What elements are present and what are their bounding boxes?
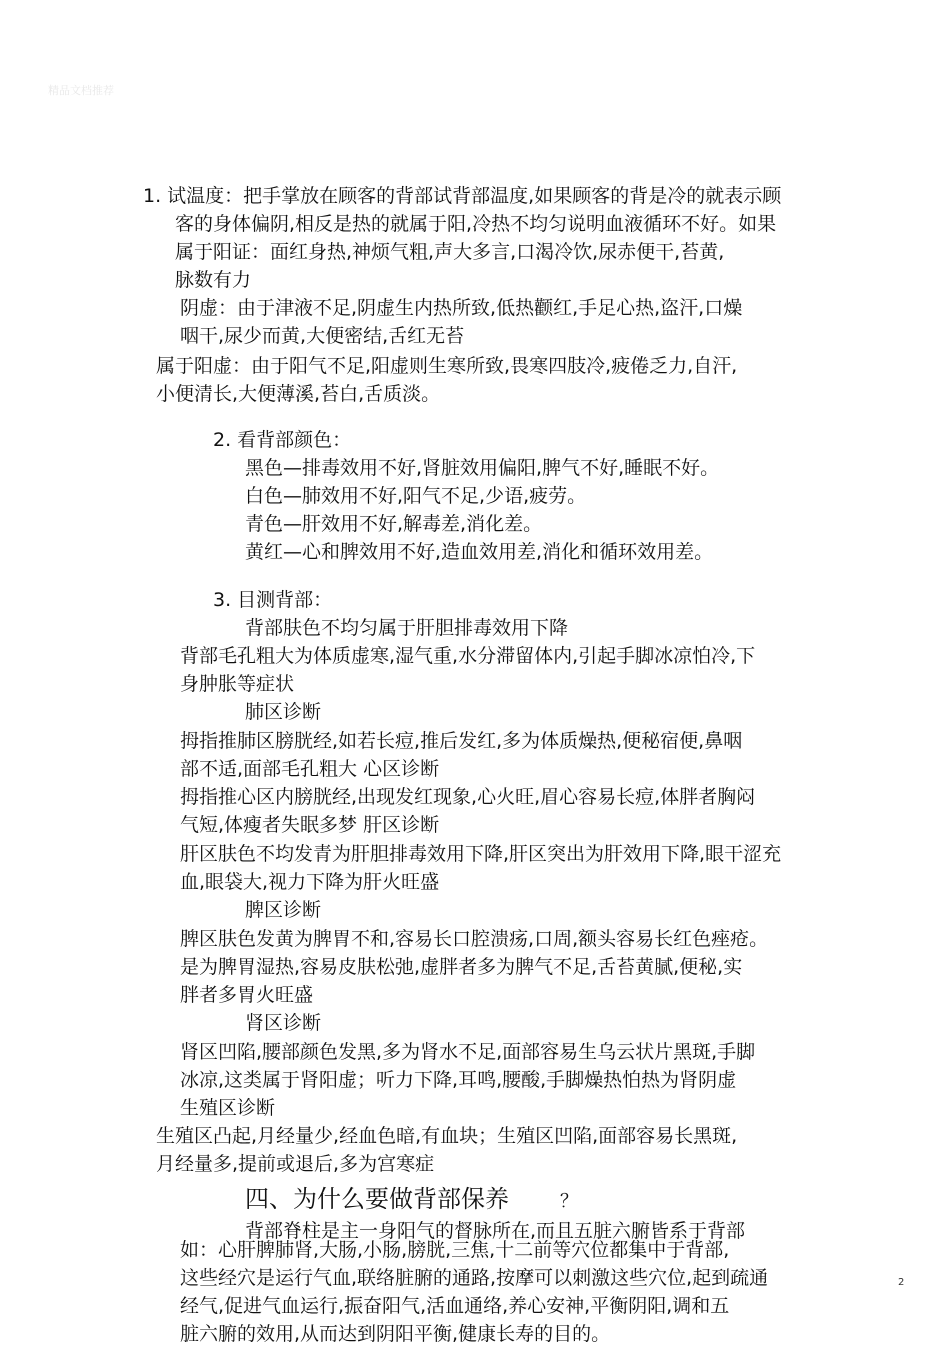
- s4-line-5: 脏六腑的效用,从而达到阴阳平衡,健康长寿的目的。: [180, 1323, 611, 1345]
- s2-line-4: 黄红—心和脾效用不好,造血效用差,消化和循环效用差。: [245, 541, 714, 563]
- s1-line-6: 咽干,尿少而黄,大便密结,舌红无苔: [180, 325, 465, 347]
- s2-line-1: 黑色—排毒效用不好,肾脏效用偏阳,脾气不好,睡眠不好。: [245, 457, 720, 479]
- s1-line-8: 小便清长,大便薄溪,苔白,舌质淡。: [156, 383, 441, 405]
- s2-heading: 2. 看背部颜色：: [213, 429, 352, 451]
- s3-line-4: 肺区诊断: [245, 701, 322, 723]
- s3-line-15: 肾区诊断: [245, 1012, 322, 1034]
- s3-line-13: 是为脾胃湿热,容易皮肤松弛,虚胖者多为脾气不足,舌苔黄腻,便秘,实: [180, 956, 743, 978]
- s3-line-20: 月经量多,提前或退后,多为宫寒症: [156, 1153, 435, 1175]
- s2-line-2: 白色—肺效用不好,阳气不足,少语,疲劳。: [245, 485, 587, 507]
- s3-line-6: 部不适,面部毛孔粗大 心区诊断: [180, 758, 440, 780]
- s1-line-7: 属于阳虚：由于阳气不足,阳虚则生寒所致,畏寒四肢冷,疲倦乏力,自汗,: [156, 355, 738, 377]
- s1-line-4: 脉数有力: [175, 269, 252, 291]
- s4-line-2: 如：心肝脾肺肾,大肠,小肠,膀胱,三焦,十二前等穴位都集中于背部,: [180, 1239, 730, 1261]
- s4-line-3: 这些经穴是运行气血,联络脏腑的通路,按摩可以刺激这些穴位,起到疏通: [180, 1267, 769, 1289]
- s3-heading: 3. 目测背部：: [213, 589, 333, 611]
- s3-line-9: 肝区肤色不均发青为肝胆排毒效用下降,肝区突出为肝效用下降,眼干涩充: [180, 843, 782, 865]
- s3-line-7: 拇指推心区内膀胱经,出现发红现象,心火旺,眉心容易长痘,体胖者胸闷: [180, 786, 756, 808]
- s2-line-3: 青色—肝效用不好,解毒差,消化差。: [245, 513, 543, 535]
- s3-line-8: 气短,体瘦者失眠多梦 肝区诊断: [180, 814, 440, 836]
- s3-line-18: 生殖区诊断: [180, 1097, 276, 1119]
- s3-line-17: 冰凉,这类属于肾阳虚；听力下降,耳鸣,腰酸,手脚燥热怕热为肾阴虚: [180, 1069, 737, 1091]
- s3-line-2: 背部毛孔粗大为体质虚寒,湿气重,水分滞留体内,引起手脚冰凉怕冷,下: [180, 645, 756, 667]
- s1-line-1: 1. 试温度：把手掌放在顾客的背部试背部温度,如果顾客的背是冷的就表示顾: [143, 185, 782, 207]
- s3-line-19: 生殖区凸起,月经量少,经血色暗,有血块；生殖区凹陷,面部容易长黑斑,: [156, 1125, 738, 1147]
- s3-line-14: 胖者多胃火旺盛: [180, 984, 314, 1006]
- s3-line-12: 脾区肤色发黄为脾胃不和,容易长口腔溃疡,口周,额头容易长红色痤疮。: [180, 928, 769, 950]
- s3-line-3: 身肿胀等症状: [180, 673, 295, 695]
- s3-line-5: 拇指推肺区膀胱经,如若长痘,推后发红,多为体质燥热,便秘宿便,鼻咽: [180, 730, 743, 752]
- s4-heading: 四、为什么要做背部保养: [245, 1185, 509, 1213]
- s4-heading-mark: ？: [560, 1191, 578, 1212]
- page-number: 2: [898, 1277, 905, 1288]
- s1-line-3: 属于阳证：面红身热,神烦气粗,声大多言,口渴冷饮,尿赤便干,苔黄,: [175, 241, 725, 263]
- s3-line-11: 脾区诊断: [245, 899, 322, 921]
- s4-line-1: 背部脊柱是主一身阳气的督脉所在,而且五脏六腑皆系于背部: [245, 1220, 746, 1242]
- s3-line-1: 背部肤色不均匀属于肝胆排毒效用下降: [245, 617, 569, 639]
- s1-line-5: 阴虚：由于津液不足,阴虚生内热所致,低热颧红,手足心热,盗汗,口燥: [180, 297, 743, 319]
- s3-line-16: 肾区凹陷,腰部颜色发黑,多为肾水不足,面部容易生乌云状片黑斑,手脚: [180, 1041, 756, 1063]
- s4-line-4: 经气,促进气血运行,振奋阳气,活血通络,养心安神,平衡阴阳,调和五: [180, 1295, 730, 1317]
- s3-line-10: 血,眼袋大,视力下降为肝火旺盛: [180, 871, 440, 893]
- header-watermark: 精品文档推荐: [48, 84, 114, 97]
- s1-line-2: 客的身体偏阴,相反是热的就属于阳,冷热不均匀说明血液循环不好。如果: [175, 213, 777, 235]
